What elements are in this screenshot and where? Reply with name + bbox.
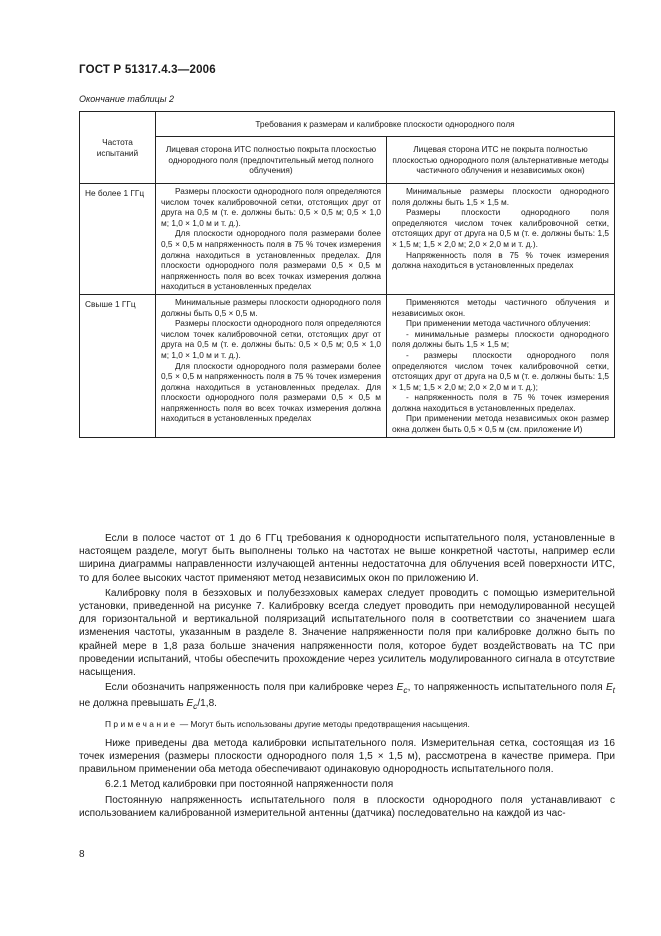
text-fragment: не должна превышать: [79, 698, 187, 710]
cell-paragraph: Для плоскости однородного поля размерами более 0,5 × 0,5 м напряженность поля в 75 % точек измерения должна находиться в установленных пределах. Для плоскости однородного поля размерами 0,5 × 0,5 м напряженность поля во всех точках измерения должна находиться в установленных пределах: [161, 228, 381, 292]
paragraph: Постоянную напряженность испытательного поля в плоскости однородного поля устанавливают с использованием калиброванной измерительной антенны (датчика) последовательно на каждой из час-: [79, 794, 615, 819]
cell-paragraph: Напряженность поля в 75 % точек измерения должна находиться в установленных пределах: [392, 249, 609, 271]
cell-paragraph: Применяются методы частичного облучения и независимых окон.: [392, 296, 609, 318]
partial-coverage-header: Лицевая сторона ИТС не покрыта полностью плоскостью однородного поля (альтернативные методы частичного облучения и независимых окон): [387, 137, 615, 184]
cell-paragraph: - напряженность поля в 75 % точек измерения должна находиться в установленных пределах.: [392, 392, 609, 413]
table-row: [80, 184, 615, 295]
cell-paragraph: Размеры плоскости однородного поля определяются числом точек калибровочной сетки, отстоящих друг от друга на 0,5 м (т. е. должны быть: 1,5 × 1,5 м; 1,5 × 2,0 м; 2,0 × 2,0 м и т. д.).: [392, 207, 609, 249]
requirements-group-header: Требования к размерам и калибровке плоскости однородного поля: [156, 112, 615, 137]
partial-coverage-cell: [387, 294, 615, 437]
body-text: [79, 532, 615, 822]
symbol-subscript: c: [403, 685, 408, 696]
freq-cell: Не более 1 ГГц: [80, 184, 156, 295]
cell-paragraph: Размеры плоскости однородного поля определяются числом точек калибровочной сетки, отстоящих друг от друга на 0,5 м (т. е. должны быть: 0,5 × 0,5 м; 0,5 × 1,0 м; 1,0 × 1,0 м и т. д.).: [161, 186, 381, 228]
freq-column-header: Частота испытаний: [80, 112, 156, 184]
freq-cell: Свыше 1 ГГц: [80, 294, 156, 437]
text-fragment: , то напряженность испытательного поля: [407, 682, 606, 694]
cell-paragraph: Минимальные размеры плоскости однородного поля должны быть 1,5 × 1,5 м.: [392, 186, 609, 207]
symbol-letter: E: [605, 682, 613, 694]
symbol-letter: E: [396, 682, 404, 694]
full-coverage-header: Лицевая сторона ИТС полностью покрыта плоскостью однородного поля (предпочтительный метод полного облучения): [156, 137, 387, 184]
cell-paragraph: - минимальные размеры плоскости однородного поля должны быть 1,5 × 1,5 м;: [392, 328, 609, 350]
page-number: 8: [79, 849, 85, 860]
full-coverage-cell: [156, 184, 387, 295]
partial-coverage-cell: [387, 184, 615, 295]
note-text: — Могут быть использованы другие методы предотвращения насыщения.: [177, 718, 470, 729]
symbol-letter: E: [186, 698, 194, 710]
symbol-ec: [396, 682, 408, 696]
text-fragment: /1,8.: [197, 698, 217, 710]
table-row: [80, 294, 615, 437]
paragraph: Если в полосе частот от 1 до 6 ГГц требования к однородности испытательного поля, установленные в настоящем разделе, могут быть выполнены только на частотах не выше конкретной частоты, например если ширина диаграммы направленности излучающей антенны недостаточна для облучения всей поверхности ИТС, то для более высоких частот применяют метод независимых окон по приложению И.: [79, 533, 615, 584]
paragraph: Калибровку поля в безэховых и полубезэховых камерах следует проводить с помощью измерительной установки, приведенной на рисунке 7. Калибровку всегда следует проводить при немодулированной несущей для горизонтальной и вертикальной поляризаций испытательного поля в соответствии со значением шага изменения частоты, указанным в разделе 8. Значение напряженности поля при калибровке должно быть по крайней мере в 1,8 раза больше значения напряженности поля, которое будет воздействовать на ТС при проведении испытаний, чтобы обеспечить прохождение через усилитель модулированного сигнала в отсутствие насыщения.: [79, 587, 615, 679]
table-caption: Окончание таблицы 2: [79, 94, 174, 104]
requirements-table: [79, 111, 615, 438]
symbol-subscript: t: [612, 685, 616, 696]
cell-paragraph: При применении метода независимых окон размер окна должен быть 0,5 × 0,5 м (см. приложение И): [392, 413, 609, 435]
text-fragment: Если обозначить напряженность поля при калибровке через: [105, 682, 397, 694]
paragraph-formula: [79, 681, 615, 713]
full-coverage-cell: [156, 294, 387, 437]
cell-paragraph: Размеры плоскости однородного поля определяются числом точек калибровочной сетки, отстоящих друг от друга на 0,5 м (т. е. должны быть: 0,5 × 0,5 м; 0,5 × 1,0 м; 1,0 × 1,0 м и т. д.).: [161, 318, 381, 360]
symbol-subscript: c: [193, 701, 198, 712]
symbol-ec: [186, 698, 198, 712]
symbol-et: [605, 682, 616, 696]
cell-paragraph: Минимальные размеры плоскости однородного поля должны быть 0,5 × 0,5 м.: [161, 296, 381, 318]
section-heading: 6.2.1 Метод калибровки при постоянной напряженности поля: [105, 779, 394, 791]
document-header: ГОСТ Р 51317.4.3—2006: [79, 64, 216, 76]
note: [79, 718, 615, 731]
cell-paragraph: Для плоскости однородного поля размерами более 0,5 × 0,5 м напряженность поля в 75 % точек измерения должна находиться в установленных пределах. Для плоскости однородного поля размерами 0,5 × 0,5 м напряженность поля во всех точках измерения должна находиться в установленных пределах: [161, 360, 381, 424]
cell-paragraph: - размеры плоскости однородного поля определяются числом точек калибровочной сетки, отстоящих друг от друга на 0,5 м (т. е. должны быть: 1,5 × 1,5 м; 1,5 × 2,0 м; 2,0 × 2,0 м и т. д.);: [392, 349, 609, 392]
paragraph: Ниже приведены два метода калибровки испытательного поля. Измерительная сетка, состоящая из 16 точек измерения (размеры плоскости однородного поля 1,5 × 1,5 м), рассмотрена в качестве примера. При правильном применении оба метода обеспечивают одинаковую однородность испытательного поля.: [79, 737, 615, 776]
cell-paragraph: При применении метода частичного облучения:: [406, 318, 591, 329]
note-label: Примечание: [105, 718, 178, 729]
